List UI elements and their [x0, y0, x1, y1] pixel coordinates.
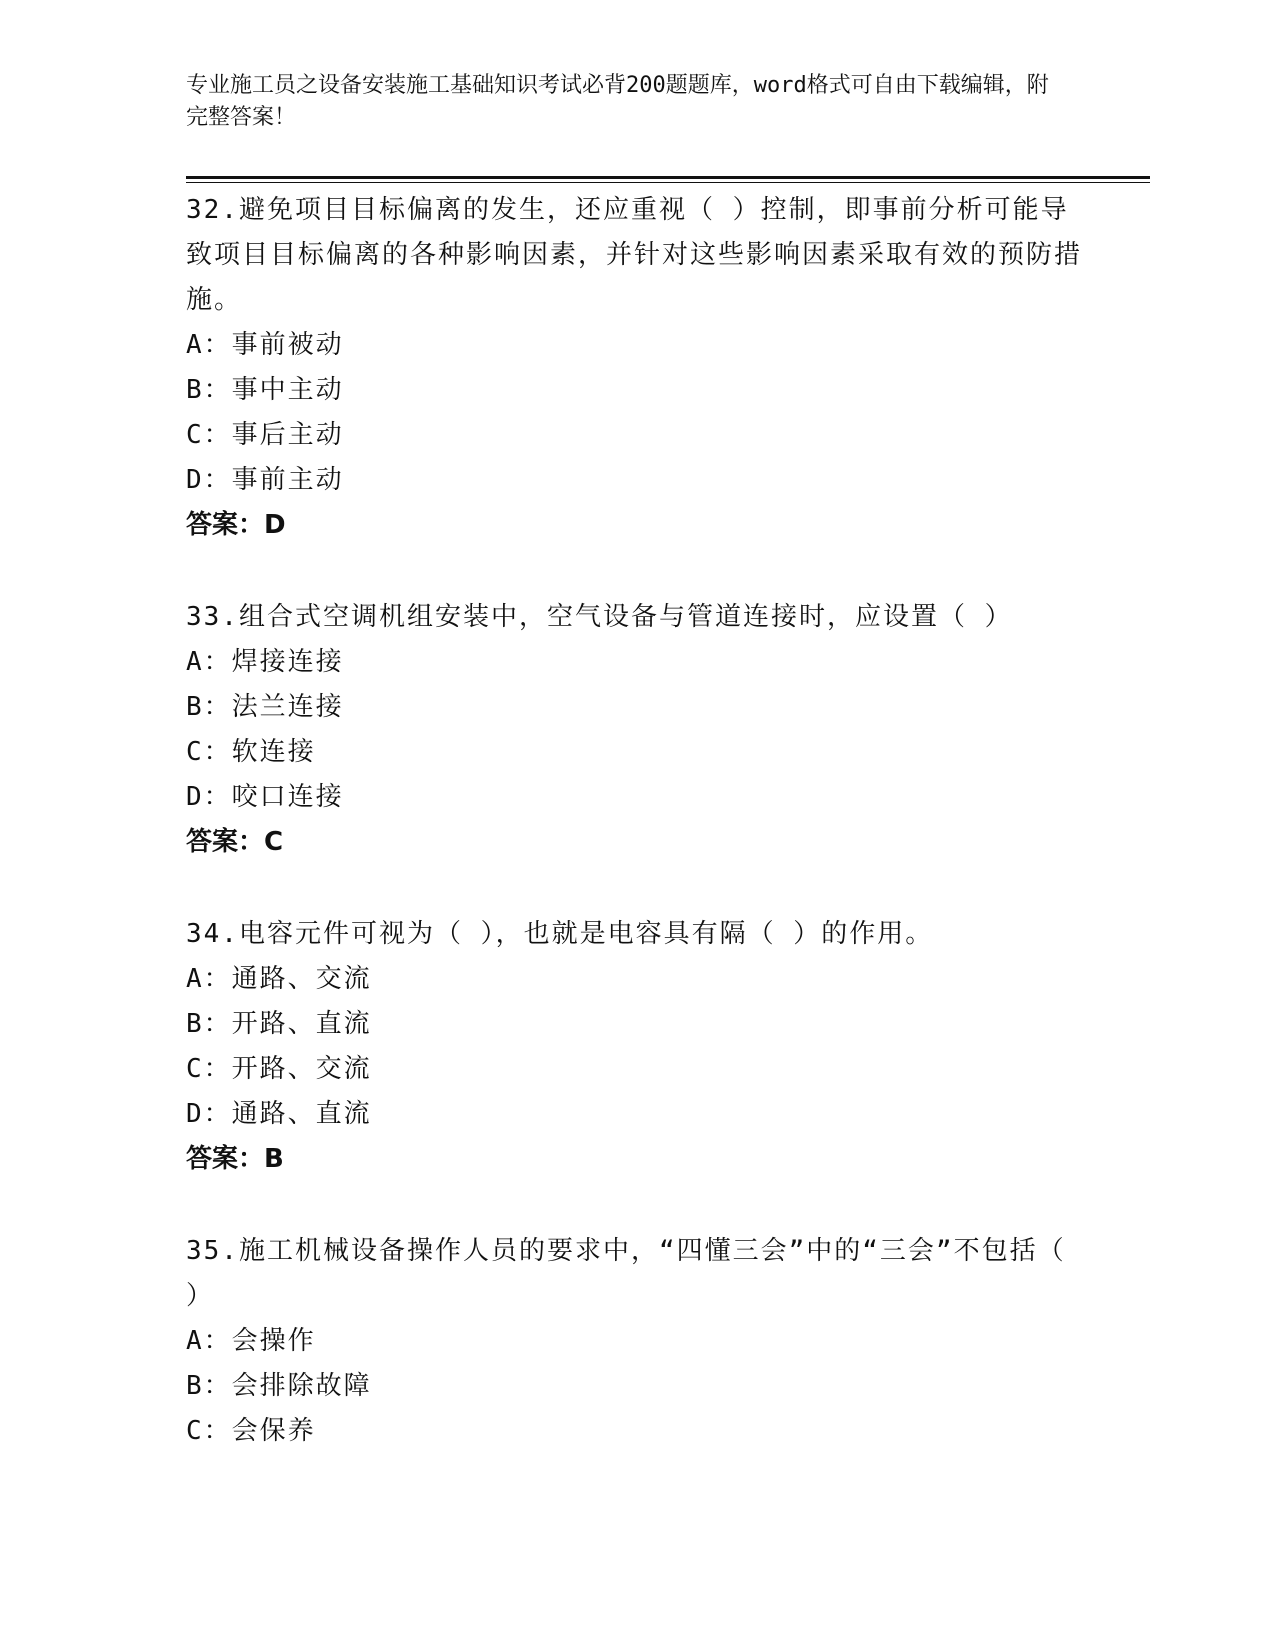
option-c: C：事后主动 — [186, 420, 344, 450]
option-b: B：开路、直流 — [186, 1009, 372, 1039]
question-32 — [186, 188, 1086, 548]
question-stem: 34.电容元件可视为（ ），也就是电容具有隔（ ）的作用。 — [186, 919, 934, 949]
header-divider-thin — [186, 182, 1150, 183]
option-d: D：咬口连接 — [186, 782, 344, 812]
option-a: A：会操作 — [186, 1326, 316, 1356]
question-34 — [186, 912, 1086, 1182]
document-header — [186, 70, 1066, 134]
answer-label: 答案：D — [186, 510, 286, 540]
question-list — [186, 188, 1086, 1454]
header-title: 专业施工员之设备安装施工基础知识考试必背200题题库，word格式可自由下载编辑，附完整答案！ — [186, 73, 1049, 130]
question-spacer — [186, 1182, 1086, 1229]
question-spacer — [186, 865, 1086, 912]
option-b: B：会排除故障 — [186, 1371, 372, 1401]
question-stem: 35.施工机械设备操作人员的要求中，“四懂三会”中的“三会”不包括（ ） — [186, 1236, 1066, 1311]
option-a: A：焊接连接 — [186, 647, 344, 677]
option-b: B：事中主动 — [186, 375, 344, 405]
question-35 — [186, 1229, 1086, 1454]
option-a: A：事前被动 — [186, 330, 344, 360]
option-c: C：会保养 — [186, 1416, 316, 1446]
option-c: C：软连接 — [186, 737, 316, 767]
answer-label: 答案：C — [186, 827, 284, 857]
question-33 — [186, 595, 1086, 865]
header-divider-thick — [186, 176, 1150, 179]
option-a: A：通路、交流 — [186, 964, 372, 994]
question-stem: 32.避免项目目标偏离的发生，还应重视（ ）控制，即事前分析可能导致项目目标偏离的各种影响因素，并针对这些影响因素采取有效的预防措施。 — [186, 195, 1083, 315]
option-d: D：事前主动 — [186, 465, 344, 495]
answer-label: 答案：B — [186, 1144, 284, 1174]
option-c: C：开路、交流 — [186, 1054, 372, 1084]
question-spacer — [186, 548, 1086, 595]
question-stem: 33.组合式空调机组安装中，空气设备与管道连接时，应设置（ ） — [186, 602, 1013, 632]
option-d: D：通路、直流 — [186, 1099, 372, 1129]
option-b: B：法兰连接 — [186, 692, 344, 722]
